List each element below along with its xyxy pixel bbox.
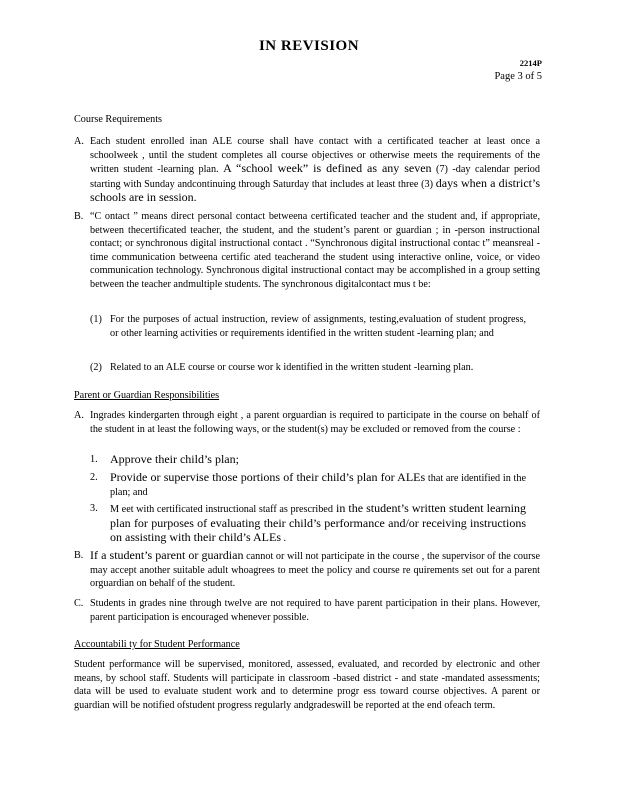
item-text: “C ontact ” means direct personal contact betweena certificated teacher and the student and, if appropriate, between thecertificated teacher, the student, and the student’s parent or guardian ; in -person instructional contact; or synchronous digital instructional contact . “Synchronous digital instructional contac t” meansreal -time communication betweena certific ated teacherand the student using interactive online, voice, or video communication technology. Synchronous digital instructional contact may be accomplished in a group setting between the teacher andmultiple students. The synchronous digitalcontact mus t be: bbox=[90, 211, 540, 290]
subitem-text-part: Provide or supervise those portions of their child’s plan for ALEs bbox=[110, 470, 426, 484]
parent-item-c bbox=[74, 597, 540, 624]
section-heading-course-requirements bbox=[74, 114, 162, 125]
subitem-text bbox=[110, 502, 526, 546]
item-text-part: (7) -day calendar period starting with Sunday andcontinuing through Saturday that includes at least three (3) bbox=[90, 164, 540, 190]
policy-code: 2214P bbox=[519, 58, 542, 68]
parent-subitem-3 bbox=[90, 502, 526, 546]
item-text bbox=[90, 549, 540, 591]
item-label: A. bbox=[74, 410, 84, 421]
heading-text: Course Requirements bbox=[74, 114, 162, 125]
item-label: C. bbox=[74, 598, 84, 609]
subitem-text-part: . bbox=[281, 533, 287, 544]
parent-subitem-1 bbox=[90, 453, 526, 467]
subitem-text: Related to an ALE course or course wor k identified in the written student -learning plan. bbox=[110, 362, 474, 373]
page-number: Page 3 of 5 bbox=[494, 71, 542, 82]
subitem-label: (1) bbox=[90, 314, 102, 325]
parent-item-a bbox=[74, 409, 540, 436]
course-req-item-a bbox=[74, 135, 540, 206]
item-label: B. bbox=[74, 211, 84, 222]
school-week-definition: A “school week” is defined as any seven bbox=[223, 161, 432, 175]
item-label: A. bbox=[74, 136, 84, 147]
item-text-part: cannot or will not participate in the course , the supervisor of the course may accept another suitable adult whoagrees to meet the policy and course re quirements set out for a parent orguardian on behalf of the student. bbox=[90, 551, 540, 589]
parent-subitem-2 bbox=[90, 471, 526, 499]
session-days-text: days when a district’s schools are in session. bbox=[90, 175, 540, 204]
item-text-part: If a student’s parent or guardian bbox=[90, 548, 244, 562]
section-heading-parent-guardian bbox=[74, 390, 219, 401]
section-heading-accountability bbox=[74, 639, 240, 650]
heading-text: Accountabili ty for Student Performance bbox=[74, 639, 240, 650]
heading-text: Parent or Guardian Responsibilities bbox=[74, 390, 220, 401]
subitem-label: 1. bbox=[90, 454, 98, 465]
item-text: Ingrades kindergarten through eight , a parent orguardian is required to participate in the course on behalf of the student in at least the following ways, or the student(s) may be excluded or removed from the course : bbox=[90, 410, 540, 435]
item-text: Students in grades nine through twelve are not required to have parent participation in their plans. However, parent participation is encouraged whenever possible. bbox=[90, 598, 540, 623]
course-req-subitem-1 bbox=[90, 313, 526, 340]
subitem-text-part: that are identified in the plan; and bbox=[110, 473, 526, 498]
parent-item-b bbox=[74, 549, 540, 591]
subitem-label: (2) bbox=[90, 362, 102, 373]
item-text bbox=[90, 135, 540, 206]
item-label: B. bbox=[74, 550, 84, 561]
document-title: IN REVISION bbox=[258, 38, 360, 54]
course-req-item-b bbox=[74, 210, 540, 291]
item-text-part: Each student enrolled inan ALE course shall have contact with a certificated teacher at least once a schoolweek , until the student completes all course objectives or otherwise meets the requirements of the written student -learning plan. bbox=[90, 136, 540, 175]
subitem-text: For the purposes of actual instruction, review of assignments, testing,evaluation of student progress, or other learning activities or requirements identified in the written student -learning plan; and bbox=[110, 314, 526, 339]
course-req-subitem-2 bbox=[90, 361, 526, 375]
subitem-label: 3. bbox=[90, 503, 98, 514]
subitem-text-part: in the student’s written student learning plan for purposes of evaluating their child’s performance and/or receiving instructions on assisting with their child’s ALEs bbox=[110, 501, 526, 544]
subitem-text-part: M eet with certificated instructional staff as prescribed bbox=[110, 504, 333, 515]
subitem-text bbox=[110, 471, 526, 499]
subitem-label: 2. bbox=[90, 472, 98, 483]
subitem-text: Approve their child’s plan; bbox=[110, 452, 239, 466]
accountability-paragraph: Student performance will be supervised, monitored, assessed, evaluated, and recorded by electronic and other means, by school staff. Students will participate in classroom -based district - and state -mandated assessments; data will be used to evaluate student work and to determine progr ess toward course objectives. A parent or guardian will be notified ofstudent progress regularly andgradeswill be reported at the end ofeach term. bbox=[74, 659, 540, 711]
